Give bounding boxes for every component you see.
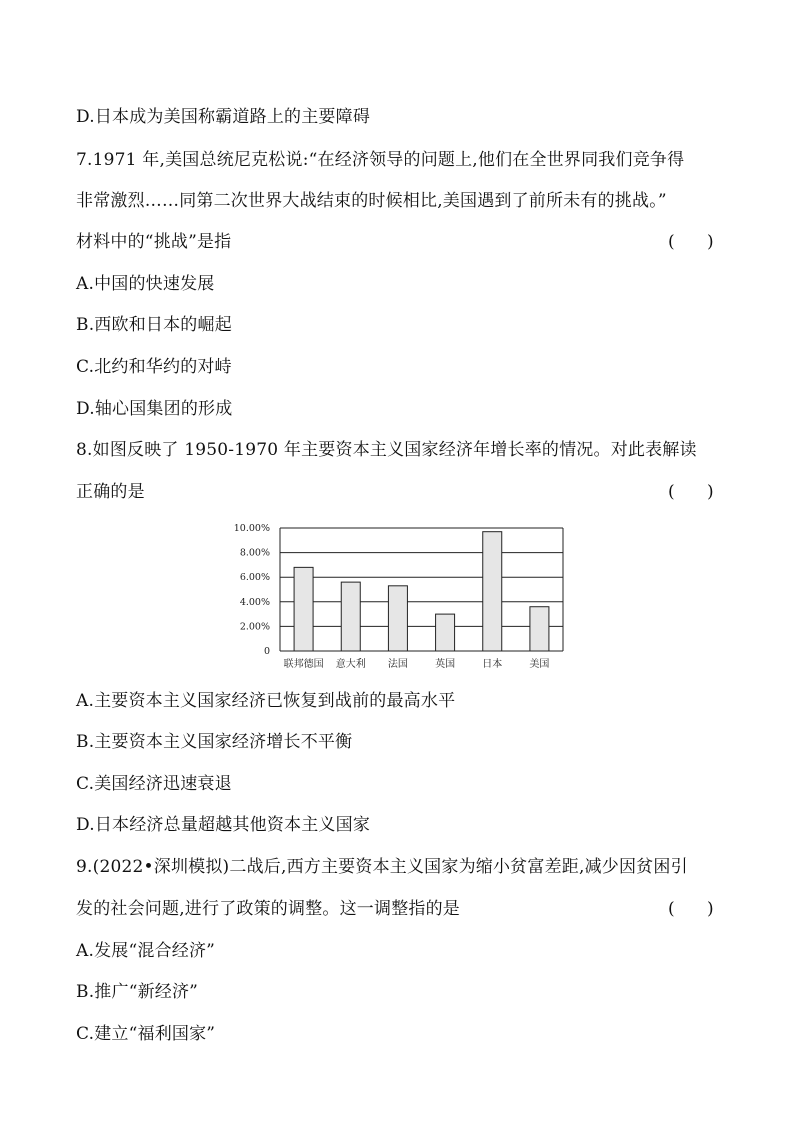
bar bbox=[341, 582, 360, 651]
q8-stem-line-2: 正确的是 bbox=[76, 482, 145, 502]
q7-stem-line-2: 非常激烈……同第二次世界大战结束的时候相比,美国遇到了前所未有的挑战。” bbox=[76, 191, 667, 211]
q8-option-a: A.主要资本主义国家经济已恢复到战前的最高水平 bbox=[76, 691, 456, 711]
q7-answer-bracket: ( ) bbox=[668, 232, 714, 252]
bar bbox=[530, 607, 549, 651]
q9-option-c: C.建立“福利国家” bbox=[76, 1024, 216, 1044]
y-tick-label: 2.00% bbox=[239, 621, 270, 633]
q8-option-c: C.美国经济迅速衰退 bbox=[76, 774, 232, 794]
y-tick-label: 8.00% bbox=[239, 547, 270, 559]
bar bbox=[436, 614, 455, 651]
x-tick-label: 日本 bbox=[482, 659, 503, 670]
q7-option-d: D.轴心国集团的形成 bbox=[76, 399, 233, 419]
bar bbox=[294, 567, 313, 651]
y-tick-label: 4.00% bbox=[239, 596, 270, 608]
x-tick-label: 英国 bbox=[435, 659, 456, 670]
bar bbox=[388, 586, 407, 651]
y-tick-label: 6.00% bbox=[239, 572, 270, 584]
q7-option-b: B.西欧和日本的崛起 bbox=[76, 315, 232, 335]
q8-stem-line-1: 8.如图反映了 1950-1970 年主要资本主义国家经济年增长率的情况。对此表解读 bbox=[76, 440, 697, 460]
y-tick-label: 10.00% bbox=[233, 523, 270, 534]
q9-stem-line-2: 发的社会问题,进行了政策的调整。这一调整指的是 bbox=[76, 899, 461, 919]
y-tick-label: 0 bbox=[263, 646, 270, 657]
x-tick-label: 意大利 bbox=[335, 659, 366, 670]
q7-option-a: A.中国的快速发展 bbox=[76, 274, 215, 294]
q8-option-b: B.主要资本主义国家经济增长不平衡 bbox=[76, 732, 353, 752]
q9-option-a: A.发展“混合经济” bbox=[76, 941, 216, 961]
x-tick-label: 联邦德国 bbox=[283, 659, 324, 670]
q9-option-b: B.推广“新经济” bbox=[76, 982, 199, 1002]
q9-answer-bracket: ( ) bbox=[668, 899, 714, 919]
q7-stem-line-3: 材料中的“挑战”是指 bbox=[76, 232, 232, 252]
q7-stem-line-1: 7.1971 年,美国总统尼克松说:“在经济领导的问题上,他们在全世界同我们竞争得 bbox=[76, 150, 685, 170]
q9-stem-line-1: 9.(2022•深圳模拟)二战后,西方主要资本主义国家为缩小贫富差距,减少因贫困引 bbox=[76, 857, 688, 877]
x-tick-label: 法国 bbox=[387, 659, 408, 670]
bar bbox=[483, 532, 502, 651]
x-tick-label: 美国 bbox=[529, 659, 550, 670]
q6-option-d: D.日本成为美国称霸道路上的主要障碍 bbox=[76, 107, 371, 127]
q7-option-c: C.北约和华约的对峙 bbox=[76, 357, 232, 377]
q8-answer-bracket: ( ) bbox=[668, 482, 714, 502]
growth-rate-bar-chart bbox=[226, 518, 571, 673]
q8-option-d: D.日本经济总量超越其他资本主义国家 bbox=[76, 815, 371, 835]
